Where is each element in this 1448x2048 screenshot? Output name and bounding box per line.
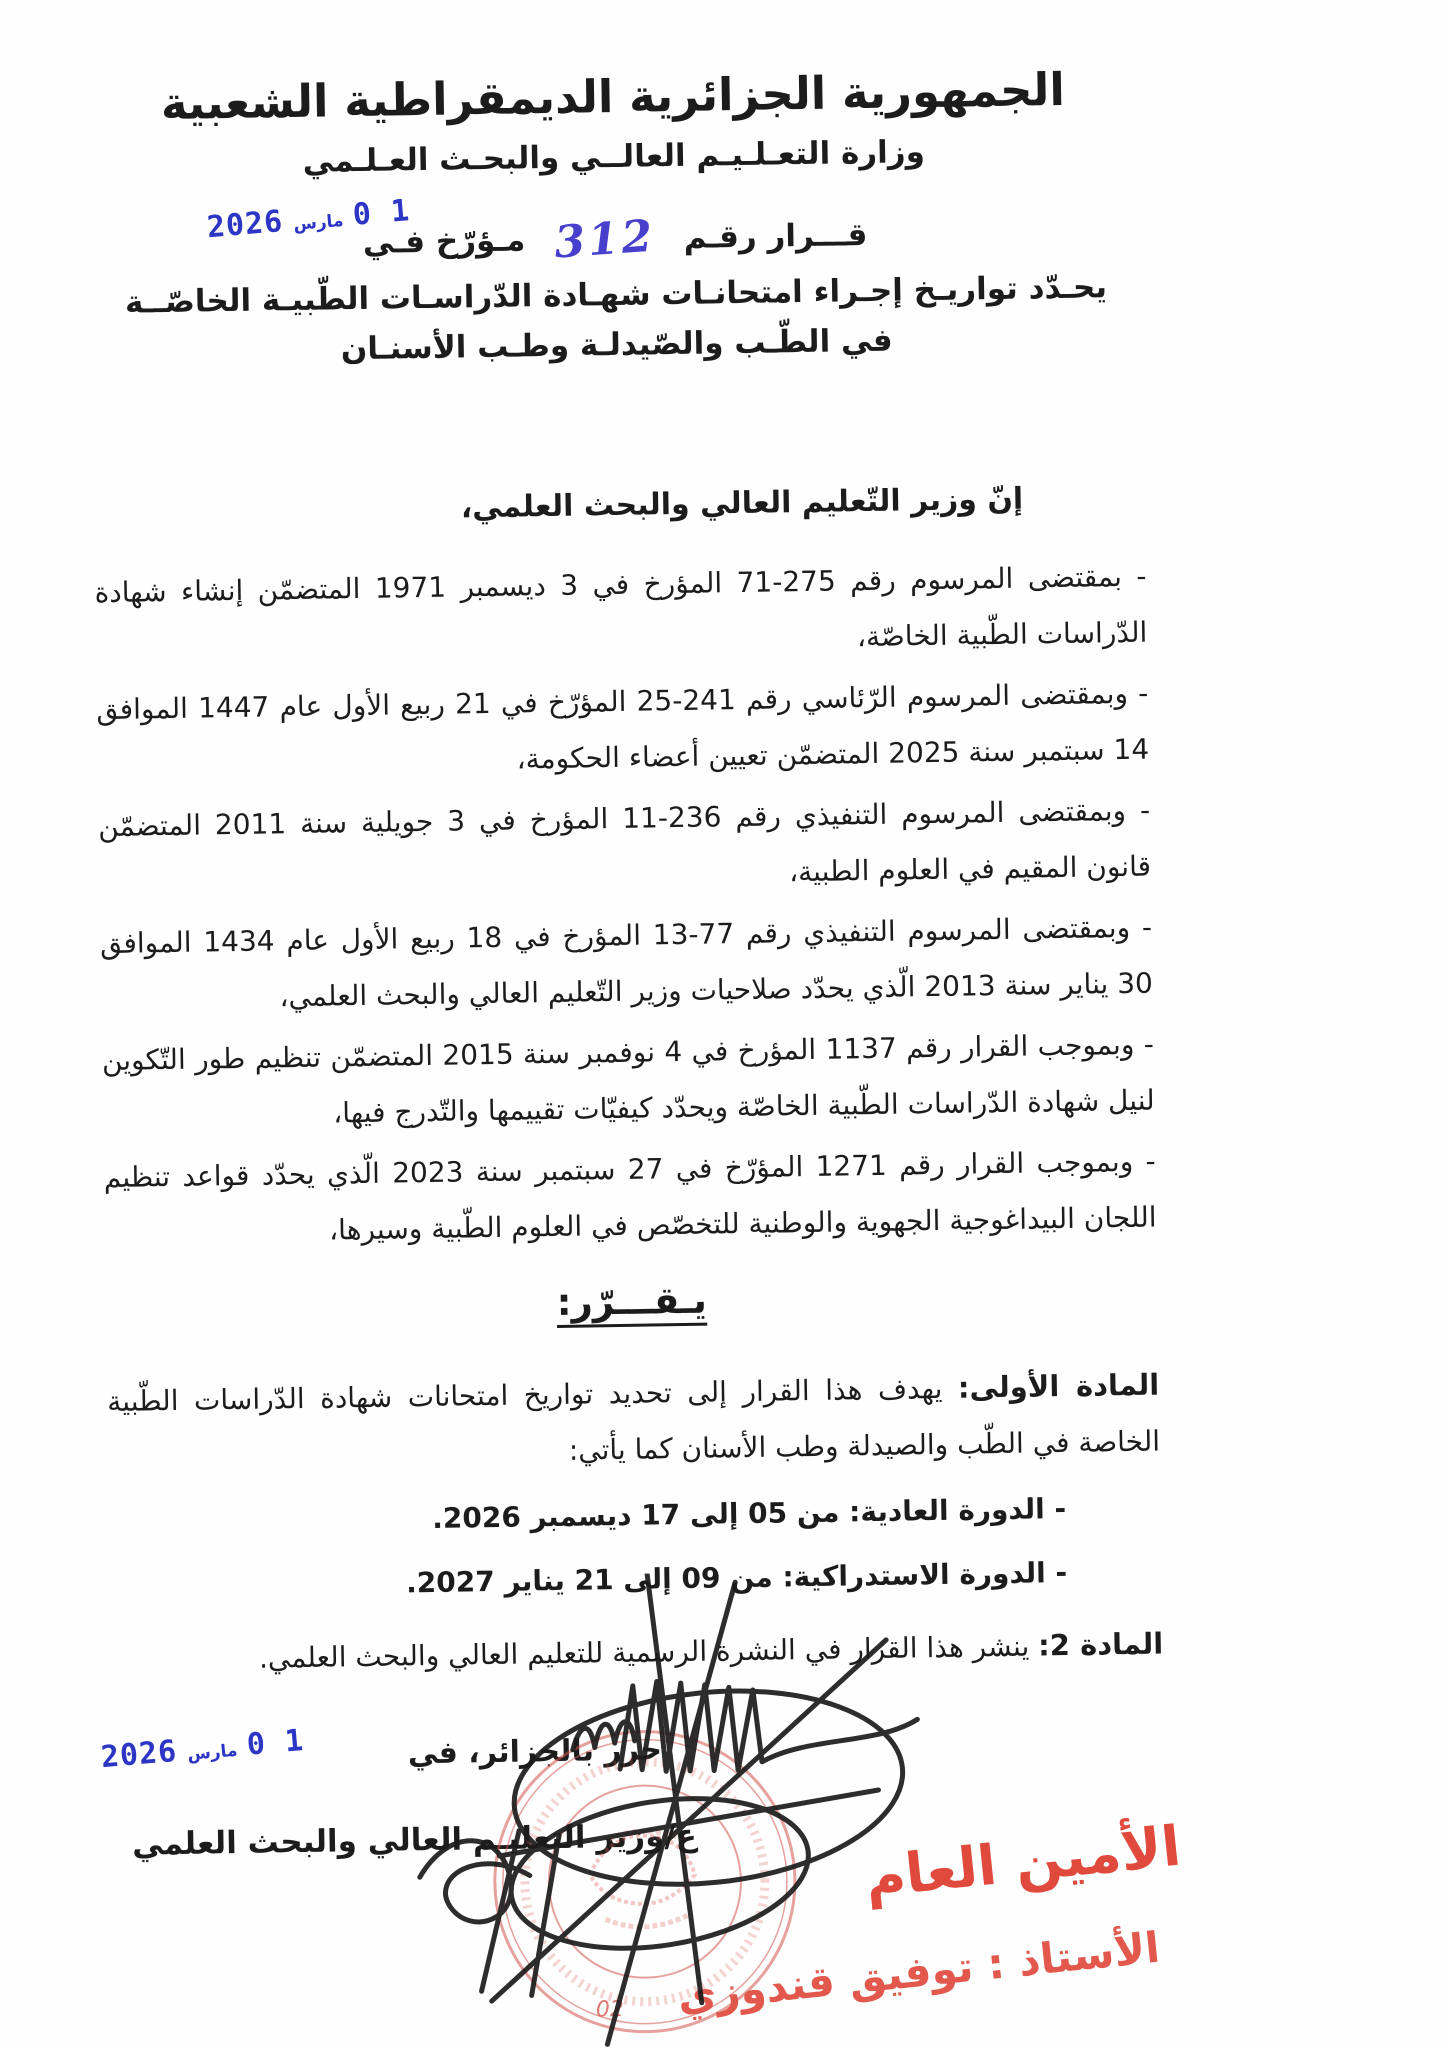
visa-clause: - وبموجب القرار رقم 1271 المؤرّخ في 27 سبتمبر سنة 2023 الّذي يحدّد قواعد تنظيم اللجان البيداغوجية الجهوية والوطنية للتخصّص في العلوم الطّبية وسيرها، (103, 1144, 1157, 1247)
stamp-day: 0 1 (351, 193, 412, 233)
visa-clauses (94, 549, 1157, 1262)
date-stamp-icon (100, 1723, 306, 1775)
document-body (85, 0, 1167, 1935)
stamp-day: 0 1 (245, 1722, 306, 1763)
decree-title-row (89, 193, 1142, 269)
issued-at-line (408, 1732, 663, 1771)
article-2-text: ينشر هذا القرار في النشرة الرسمية للتعليم العالي والبحث العلمي. (258, 1629, 1030, 1675)
closing-block (99, 1718, 1168, 1934)
decides-heading: يـقـــرّر: (556, 1278, 708, 1324)
handwritten-decree-number: 312 (552, 210, 657, 269)
stamp-month: مارس (292, 210, 345, 236)
visa-clause: - بمقتضى المرسوم رقم 275-71 المؤرخ في 3 ديسمبر 1971 المتضمّن إنشاء شهادة الدّراسات الطّبية الخاصّة، (94, 559, 1148, 654)
visa-clause: - وبموجب القرار رقم 1137 المؤرخ في 4 نوفمبر سنة 2015 المتضمّن تنظيم طور التّكوين لنيل شهادة الدّراسات الطّبية الخاصّة ويحدّد كيفيّات تقييمها والتّدرج فيها، (101, 1027, 1155, 1130)
ministry-title: وزارة التعـلـيـم العالــي والبحـث العـلـمي (302, 134, 926, 180)
visa-clause: - وبمقتضى المرسوم الرّئاسي رقم 241-25 المؤرّخ في 21 ربيع الأول عام 1447 الموافق 14 سبتمبر سنة 2025 المتضمّن تعيين أعضاء الحكومة، (96, 676, 1150, 776)
republic-title: الجمهورية الجزائرية الديمقراطية الشعبية (160, 62, 1066, 131)
session-makeup: - الدورة الاستدراكية: من 09 إلى 21 يناير 2027. (405, 1556, 1068, 1600)
decree-title-prefix: قـــرار رقـم (683, 216, 868, 256)
session-ordinary: - الدورة العادية: من 05 إلى 17 ديسمبر 2026. (431, 1492, 1067, 1535)
decree-subject-line1: يحـدّد تواريـخ إجـراء امتحانـات شهـادة الدّراسـات الطّبيـة الخاصّــة (124, 269, 1108, 321)
article-1-label: المادة الأولى: (957, 1367, 1160, 1405)
signatory-line: ع/وزير التعليـم العالي والبحث العلمي (131, 1817, 698, 1863)
seal-number: 02 (595, 1997, 625, 2023)
visa-clause: - وبمقتضى المرسوم التنفيذي رقم 77-13 المؤرخ في 18 ربيع الأول عام 1434 الموافق 30 يناير سنة 2013 الّذي يحدّد صلاحيات وزير التّعليم العالي والبحث العلمي، (99, 910, 1154, 1014)
session-dates (109, 1476, 1163, 1621)
article-1 (107, 1357, 1161, 1487)
secretary-general-stamp-text: الأمين العام (862, 1813, 1184, 1910)
stamp-year: 2026 (205, 203, 285, 246)
stamp-year: 2026 (99, 1733, 179, 1776)
decree-subject-line2: في الطّـب والصّيدلـة وطـب الأسنـان (340, 322, 893, 368)
decree-title-suffix: مـؤرّخ فـي (362, 222, 526, 261)
stamp-month: مارس (186, 1740, 239, 1765)
article-2-label: المادة 2: (1037, 1626, 1164, 1663)
issued-at-text: حرر بالجزائر، في (407, 1732, 663, 1772)
preamble-line: إنّ وزير التّعليم العالي والبحث العلمي، (460, 481, 1024, 526)
secretary-name-stamp-text: الأستاذ : توفيق قندوزي (675, 1922, 1162, 2022)
visa-clause: - وبمقتضى المرسوم التنفيذي رقم 236-11 المؤرخ في 3 جويلية سنة 2011 المتضمّن قانون المقيم في العلوم الطبية، (97, 793, 1152, 889)
article-1-text: يهدف هذا القرار إلى تحديد تواريخ امتحانات شهادة الدّراسات الطّبية الخاصة في الطّب والصيدلة وطب الأسنان كما يأتي: (107, 1371, 1161, 1467)
decree-subject (90, 262, 1143, 379)
article-2 (111, 1616, 1164, 1690)
